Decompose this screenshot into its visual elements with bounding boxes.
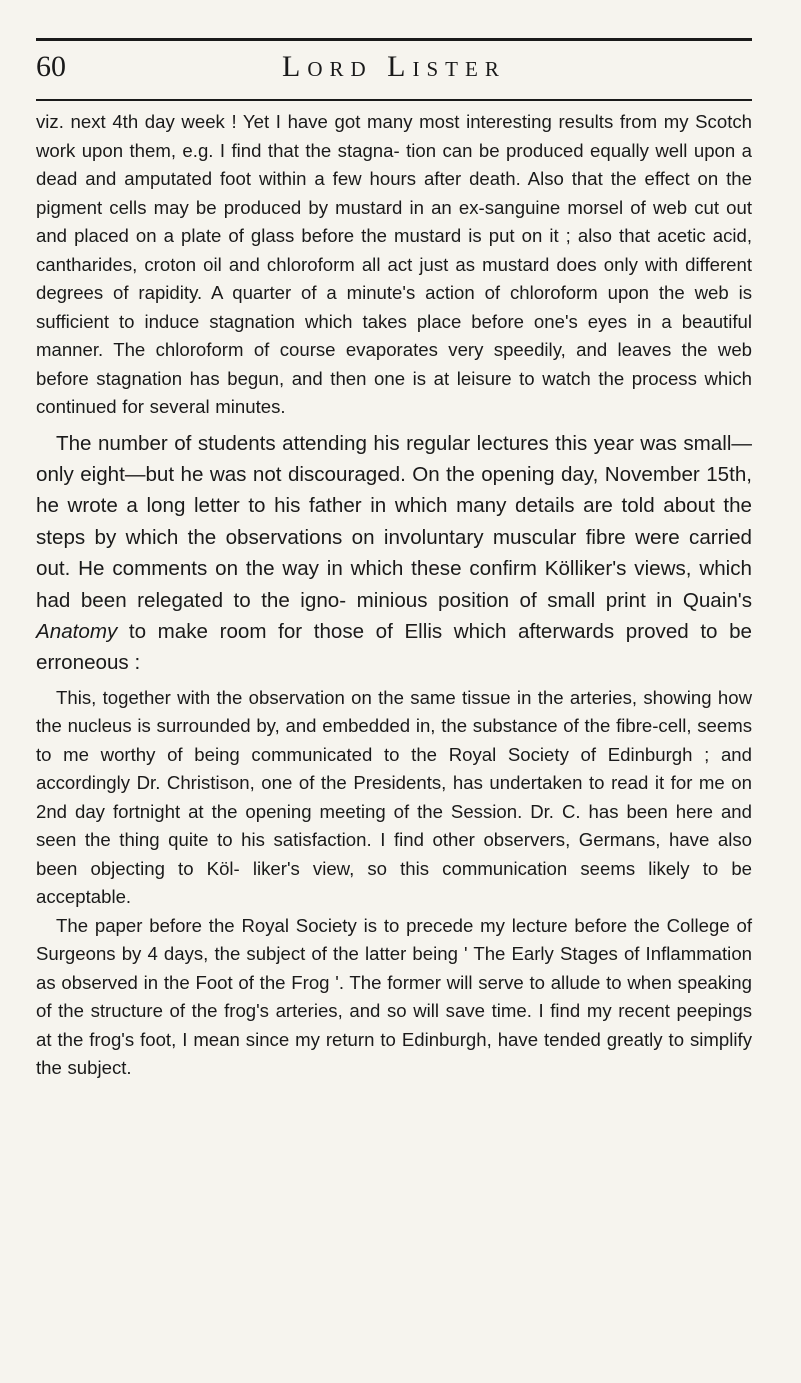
- narrative-paragraph: [36, 428, 752, 679]
- quoted-letter-paragraph-3: The paper before the Royal Society is to precede my lecture before the College of Surgeons by 4 days, the subject of the latter being ' The Early Stages of Inflammation as observed in the Foot of the Frog '. The former will serve to allude to when speaking of the structure of the frog's arteries, and so will save time. I find my recent peepings at the frog's foot, I mean since my return to Edinburgh, have tended greatly to simplify the subject.: [36, 914, 752, 1079]
- running-title: Lord Lister: [282, 50, 506, 83]
- running-header: [36, 48, 752, 98]
- header-top-rule: [36, 38, 752, 41]
- quoted-letter-paragraph-2: This, together with the observation on the same tissue in the arteries, showing how the nucleus is surrounded by, and embedded in, the substance of the fibre-cell, seems to me worthy of being communicated to the Royal Society of Edinburgh ; and accordingly Dr. Christison, one of the Presidents, has undertaken to read it for me on 2nd day fortnight at the opening meeting of the Session. Dr. C. has been here and seen the thing quite to his satisfaction. I find other observers, Germans, have also been objecting to Köl- liker's view, so this communication seems likely to be acceptable.: [36, 686, 752, 908]
- narrative-text-end: to make room for those of Ellis which afterwards proved to be erroneous :: [36, 619, 752, 675]
- quoted-letter-paragraph-1: viz. next 4th day week ! Yet I have got many most interesting results from my Scotch work upon them, e.g. I find that the stagna- tion can be produced equally well upon a dead and amputated foot within a few hours after death. Also that the effect on the pigment cells may be produced by mustard in an ex-sanguine morsel of web cut out and placed on a plate of glass before the mustard is put on it ; also that acetic acid, cantharides, croton oil and chloroform all act just as mustard does only with different degrees of rapidity. A quarter of a minute's action of chloroform upon the web is sufficient to induce stagnation which takes place before one's eyes in a beautiful manner. The chloroform of course evaporates very speedily, and leaves the web before stagnation has begun, and then one is at leisure to watch the process which continued for several minutes.: [36, 111, 752, 417]
- page-body: [36, 108, 752, 1083]
- book-title-anatomy: Anatomy: [36, 619, 118, 643]
- narrative-text-start: The number of students attending his regular lectures this year was small—only eight—but he was not discouraged. On the opening day, November 15th, he wrote a long letter to his father in which many details are told about the steps by which the observations on involuntary muscular fibre were carried out. He comments on the way in which these confirm Kölliker's views, which had been relegated to the igno- minious position of small print in Quain's: [36, 431, 752, 612]
- header-bottom-rule: [36, 99, 752, 101]
- page-number: 60: [36, 50, 66, 83]
